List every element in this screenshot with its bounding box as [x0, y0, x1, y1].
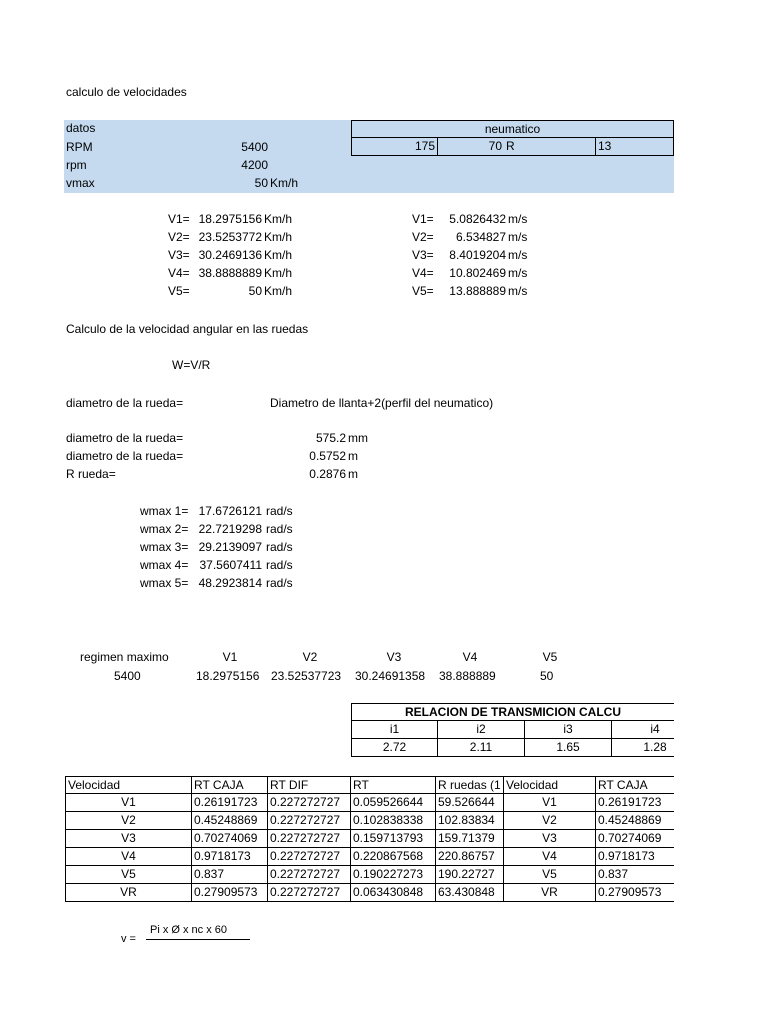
rt-cell: 0.27909573 [192, 884, 268, 902]
rt-cell: 63.430848 [436, 884, 504, 902]
rt-cell: 0.9718173 [596, 848, 674, 866]
velocity-kmh-value: 38.8888889 [198, 266, 262, 280]
rt-cell: 0.227272727 [268, 848, 351, 866]
regimen-value-cell: 30.24691358 [355, 669, 426, 683]
relacion-header: i4 [612, 721, 674, 739]
wmax-value: 37.5607411 [199, 558, 262, 572]
wmax-label: wmax 5= [140, 576, 189, 590]
velocity-ms-value: 5.0826432 [449, 212, 506, 226]
diam-value-unit: m [348, 449, 358, 463]
neumatico-width: 175 [351, 138, 438, 156]
diam-value-label: R rueda= [66, 467, 116, 481]
velocity-kmh-unit: Km/h [264, 266, 293, 280]
regimen-header: V3 [386, 650, 402, 664]
velocity-kmh-label: V5= [168, 284, 190, 298]
velocity-ms-value: 10.802469 [449, 266, 506, 280]
sheet-title: calculo de velocidades [66, 85, 187, 99]
rt-header: RT [351, 776, 436, 794]
rt-cell: 0.9718173 [192, 848, 268, 866]
regimen-header: V5 [542, 650, 558, 664]
rt-cell: 0.837 [192, 866, 268, 884]
formula-v-fraction-line [146, 939, 250, 940]
rt-cell: 0.159713793 [351, 830, 436, 848]
rt-header: R ruedas (1 [436, 776, 504, 794]
diam-value-label: diametro de la rueda= [66, 449, 184, 463]
neumatico-header: neumatico [351, 120, 674, 138]
rt-cell: 0.227272727 [268, 866, 351, 884]
rt-cell: V5 [65, 866, 192, 884]
rt-cell: 0.227272727 [268, 830, 351, 848]
wmax-unit: rad/s [266, 522, 293, 536]
velocity-ms-unit: m/s [508, 230, 528, 244]
angular-title: Calculo de la velocidad angular en las ruedas [66, 322, 309, 336]
diam-value-unit: m [348, 467, 358, 481]
regimen-label: regimen maximo [80, 650, 169, 664]
rt-cell: V5 [504, 866, 596, 884]
rt-cell: V1 [504, 794, 596, 812]
rt-cell: 0.063430848 [351, 884, 436, 902]
velocity-ms-label: V2= [412, 230, 434, 244]
wmax-unit: rad/s [266, 576, 293, 590]
velocity-ms-unit: m/s [508, 284, 528, 298]
rt-header: RT DIF [268, 776, 351, 794]
velocity-ms-value: 13.888889 [449, 284, 506, 298]
relacion-value: 1.28 [612, 739, 674, 757]
rt-cell: 0.220867568 [351, 848, 436, 866]
rt-header: Velocidad [65, 776, 192, 794]
wmax-label: wmax 1= [140, 504, 189, 518]
neumatico-rim: 13 [596, 138, 674, 156]
velocity-ms-label: V5= [412, 284, 434, 298]
regimen-value: 5400 [114, 669, 141, 683]
rt-cell: 59.526644 [436, 794, 504, 812]
regimen-value-cell: 23.52537723 [271, 669, 342, 683]
rt-cell: 0.190227273 [351, 866, 436, 884]
velocity-kmh-unit: Km/h [264, 230, 293, 244]
velocity-kmh-value: 50 [248, 284, 262, 298]
regimen-value-cell: 38.888889 [439, 669, 496, 683]
rt-cell: 0.45248869 [192, 812, 268, 830]
wmax-value: 17.6726121 [198, 504, 262, 518]
velocity-ms-value: 8.4019204 [449, 248, 506, 262]
rt-cell: 190.22727 [436, 866, 504, 884]
relacion-value: 1.65 [525, 739, 612, 757]
velocity-ms-label: V1= [412, 212, 434, 226]
diam-formula-label: diametro de la rueda= [66, 396, 184, 410]
rt-cell: 0.102838338 [351, 812, 436, 830]
diam-value: 0.5752 [309, 449, 346, 463]
rt-cell: V2 [504, 812, 596, 830]
diam-value-label: diametro de la rueda= [66, 431, 184, 445]
regimen-header: V4 [462, 650, 478, 664]
formula-w: W=V/R [172, 358, 211, 372]
neumatico-profile: 70 [438, 138, 504, 156]
velocity-ms-unit: m/s [508, 212, 528, 226]
datos-vmax-label: vmax [66, 176, 95, 190]
velocity-kmh-unit: Km/h [264, 284, 293, 298]
rt-cell: V3 [504, 830, 596, 848]
rt-cell: V2 [65, 812, 192, 830]
regimen-value-cell: 50 [540, 669, 554, 683]
rt-cell: V1 [65, 794, 192, 812]
rt-cell: V4 [504, 848, 596, 866]
rt-cell: 0.227272727 [268, 812, 351, 830]
rt-cell: 0.26191723 [596, 794, 674, 812]
velocity-kmh-label: V2= [168, 230, 190, 244]
velocity-kmh-label: V1= [168, 212, 190, 226]
velocity-ms-label: V4= [412, 266, 434, 280]
rt-cell: 159.71379 [436, 830, 504, 848]
relacion-title: RELACION DE TRANSMICION CALCU [351, 703, 674, 721]
velocity-kmh-value: 23.5253772 [198, 230, 262, 244]
velocity-ms-unit: m/s [508, 248, 528, 262]
rt-cell: 0.70274069 [192, 830, 268, 848]
velocity-kmh-label: V4= [168, 266, 190, 280]
velocity-ms-unit: m/s [508, 266, 528, 280]
rt-cell: 0.70274069 [596, 830, 674, 848]
regimen-header: V1 [222, 650, 238, 664]
diam-value: 0.2876 [309, 467, 346, 481]
rt-cell: 0.059526644 [351, 794, 436, 812]
rt-header: Velocidad [504, 776, 596, 794]
velocity-kmh-unit: Km/h [264, 248, 293, 262]
velocity-ms-value: 6.534827 [455, 230, 506, 244]
regimen-header: V2 [302, 650, 318, 664]
relacion-header: i3 [525, 721, 612, 739]
rt-table [65, 776, 674, 906]
datos-label: datos [66, 121, 96, 135]
velocity-kmh-unit: Km/h [264, 212, 293, 226]
wmax-unit: rad/s [266, 558, 293, 572]
datos-vmax-unit: Km/h [270, 176, 299, 190]
rt-cell: VR [504, 884, 596, 902]
regimen-value-cell: 18.2975156 [196, 669, 260, 683]
datos-rpm-label: RPM [66, 140, 93, 154]
wmax-label: wmax 2= [140, 522, 189, 536]
diam-formula-value: Diametro de llanta+2(perfil del neumatico) [270, 396, 494, 410]
datos-rpm-low-label: rpm [66, 158, 87, 172]
velocity-kmh-value: 30.2469136 [198, 248, 262, 262]
diam-value: 575.2 [315, 431, 346, 445]
wmax-unit: rad/s [266, 504, 293, 518]
rt-cell: V4 [65, 848, 192, 866]
rt-cell: 0.26191723 [192, 794, 268, 812]
rt-cell: V3 [65, 830, 192, 848]
wmax-label: wmax 4= [140, 558, 189, 572]
datos-vmax-value: 50 [254, 176, 268, 190]
relacion-table [351, 703, 674, 759]
rt-cell: 0.227272727 [268, 794, 351, 812]
velocity-kmh-label: V3= [168, 248, 190, 262]
rt-cell: VR [65, 884, 192, 902]
rt-cell: 0.27909573 [596, 884, 674, 902]
formula-v-lhs: v = [121, 933, 136, 945]
wmax-value: 48.2923814 [198, 576, 262, 590]
datos-rpm-low-value: 4200 [241, 158, 268, 172]
wmax-unit: rad/s [266, 540, 293, 554]
relacion-value: 2.72 [351, 739, 438, 757]
velocity-kmh-value: 18.2975156 [198, 212, 262, 226]
wmax-value: 22.7219298 [198, 522, 262, 536]
rt-header: RT CAJA [596, 776, 674, 794]
rt-cell: 102.83834 [436, 812, 504, 830]
rt-cell: 0.837 [596, 866, 674, 884]
datos-rpm-value: 5400 [241, 140, 268, 154]
rt-cell: 0.227272727 [268, 884, 351, 902]
rt-header: RT CAJA [192, 776, 268, 794]
formula-v-numerator: Pi x Ø x nc x 60 [150, 924, 228, 936]
relacion-header: i2 [438, 721, 525, 739]
wmax-label: wmax 3= [140, 540, 189, 554]
rt-cell: 0.45248869 [596, 812, 674, 830]
velocity-ms-label: V3= [412, 248, 434, 262]
neumatico-type: R [504, 138, 596, 156]
diam-value-unit: mm [348, 431, 368, 445]
rt-cell: 220.86757 [436, 848, 504, 866]
relacion-header: i1 [351, 721, 438, 739]
wmax-value: 29.2139097 [198, 540, 262, 554]
relacion-value: 2.11 [438, 739, 525, 757]
